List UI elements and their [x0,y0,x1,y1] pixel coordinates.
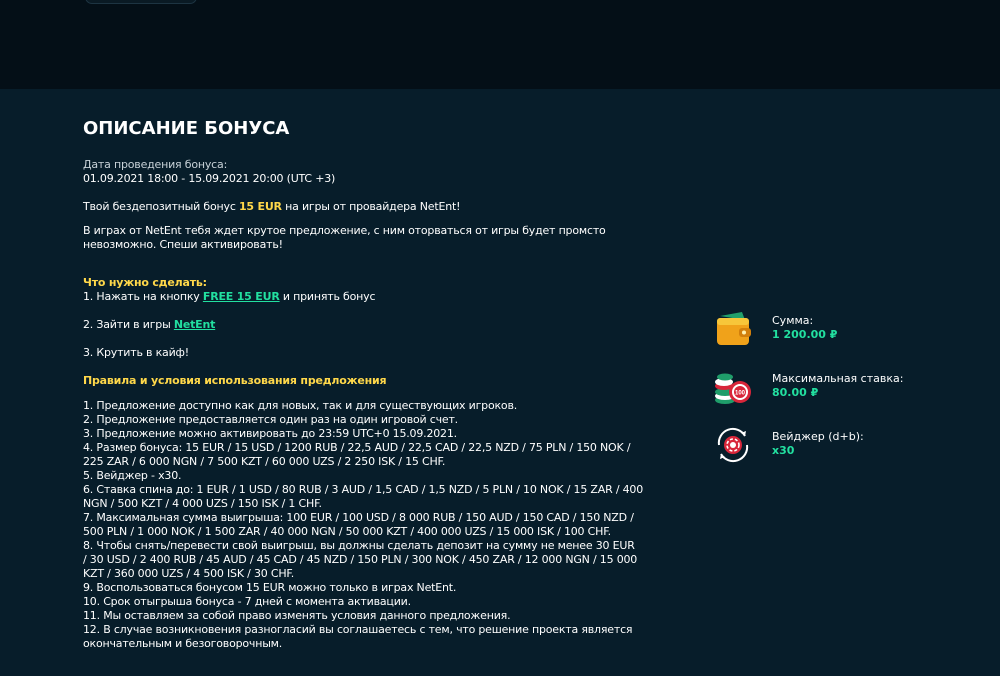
wallet-icon [712,308,754,350]
netent-link[interactable]: NetEnt [173,318,216,331]
rules-line: 1. Предложение доступно как для новых, так и для существующих игроков. [83,399,518,412]
rules-line: 5. Вейджер - х30. [83,469,182,482]
rules-line: 10. Срок отыгрыша бонуса - 7 дней с момента активации. [83,595,411,608]
intro-before: Твой бездепозитный бонус [83,200,239,213]
sum-label: Сумма: [772,314,814,327]
rules-line: окончательным и безоговорочным. [83,637,283,650]
rules-line: 500 PLN / 1 000 NOK / 1 500 ZAR / 40 000 NGN / 50 000 KZT / 400 000 UZS / 15 000 ISK / 100 CHF. [83,525,611,538]
max-bet-value: 80.00 ₽ [772,386,819,399]
chip-value-text: 100 [734,390,746,397]
free-bonus-link[interactable]: FREE 15 EUR [202,290,280,303]
intro-text [83,200,643,214]
todo-heading: Что нужно сделать: [83,276,207,289]
wager-target-icon [712,424,754,466]
rules-line: 8. Чтобы снять/перевести свой выигрыш, вы должны сделать депозит на сумму не менее 30 EUR [83,539,635,552]
rules-heading: Правила и условия использования предложения [83,374,387,387]
intro-after: на игры от провайдера NetEnt! [281,200,461,213]
bonus-content [83,120,643,651]
step1-text: 1. Нажать на кнопку [83,290,203,303]
rules-line: 2. Предложение предоставляется один раз на один игровой счет. [83,413,458,426]
todo-step-2 [83,318,643,332]
rules-list [83,399,643,651]
rules-line: 3. Предложение можно активировать до 23:59 UTC+0 15.09.2021. [83,427,457,440]
chips-icon [712,366,754,408]
description-line-1: В играх от NetEnt тебя ждет крутое предложение, с ним оторваться от игры будет промсто [83,224,606,237]
max-bet-item [712,366,932,408]
wager-label: Вейджер (d+b): [772,430,864,443]
rules-line: 4. Размер бонуса: 15 EUR / 15 USD / 1200 RUB / 22,5 AUD / 22,5 CAD / 22,5 NZD / 75 PLN / 150 NOK / [83,441,631,454]
todo-step-1 [83,290,643,304]
header-button[interactable] [85,0,197,4]
bonus-amount: 15 EUR [238,200,282,213]
rules-line: 225 ZAR / 6 000 NGN / 7 500 KZT / 60 000 UZS / 2 250 ISK / 15 CHF. [83,455,446,468]
date-label: Дата проведения бонуса: [83,158,228,171]
step1-after: и принять бонус [279,290,376,303]
rules-line: 9. Воспользоваться бонусом 15 EUR можно только в играх NetEnt. [83,581,457,594]
wager-value: x30 [772,444,795,457]
description-line-2: невозможно. Спеши активировать! [83,238,283,251]
rules-line: / 30 USD / 2 400 RUB / 45 AUD / 45 CAD / 45 NZD / 150 PLN / 300 NOK / 450 ZAR / 12 000 NGN / 15 000 [83,553,638,566]
step2-text: 2. Зайти в игры [83,318,174,331]
page-title: ОПИСАНИЕ БОНУСА [83,118,290,139]
rules-line: 12. В случае возникновения разногласий вы соглашаетесь с тем, что решение проекта является [83,623,633,636]
rules-line: NGN / 500 KZT / 4 000 UZS / 150 ISK / 1 CHF. [83,497,322,510]
date-value: 01.09.2021 18:00 - 15.09.2021 20:00 (UTC +3) [83,172,336,185]
rules-line: KZT / 360 000 UZS / 4 500 ISK / 30 CHF. [83,567,295,580]
rules-line: 6. Ставка спина до: 1 EUR / 1 USD / 80 RUB / 3 AUD / 1,5 CAD / 1,5 NZD / 5 PLN / 10 NOK / 15 ZAR / 400 [83,483,644,496]
sum-value: 1 200.00 ₽ [772,328,838,341]
max-bet-label: Максимальная ставка: [772,372,904,385]
rules-line: 11. Мы оставляем за собой право изменять условия данного предложения. [83,609,511,622]
header-band [0,0,1000,89]
rules-line: 7. Максимальная сумма выигрыша: 100 EUR / 100 USD / 8 000 RUB / 150 AUD / 150 CAD / 150 NZD / [83,511,634,524]
sum-item [712,308,932,350]
todo-step-3: 3. Крутить в кайф! [83,346,189,359]
wager-item [712,424,932,466]
